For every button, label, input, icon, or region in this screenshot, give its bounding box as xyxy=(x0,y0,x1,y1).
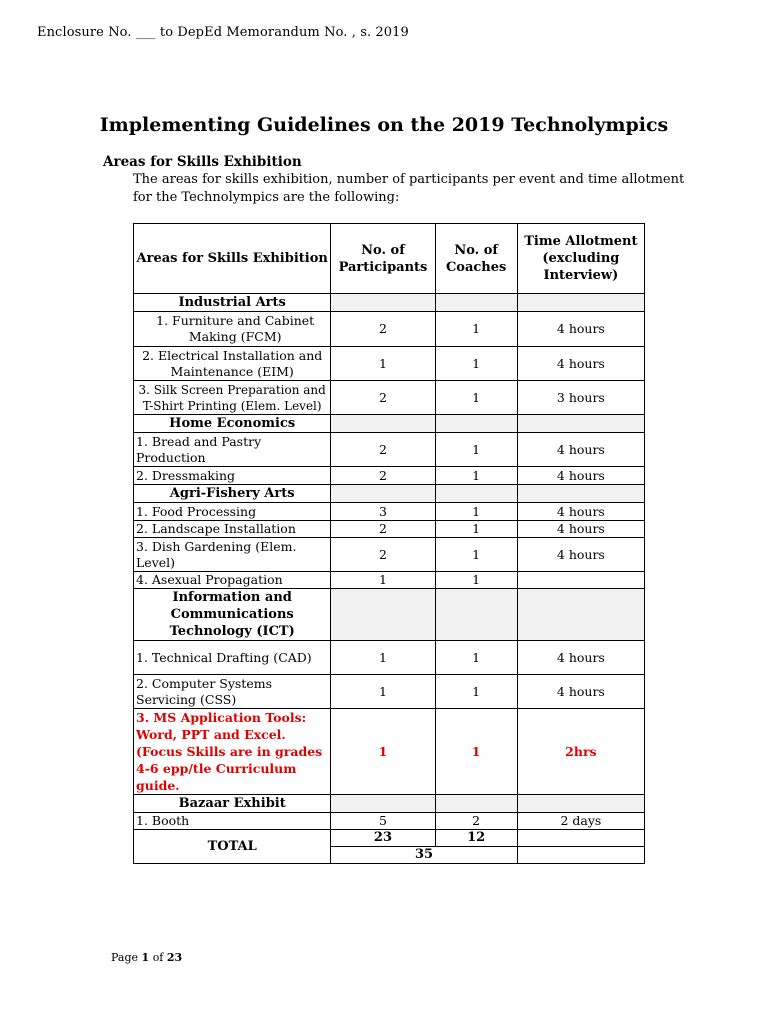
coaches-cell: 1 xyxy=(435,641,517,675)
page-prefix: Page xyxy=(111,951,139,964)
time-cell: 4 hours xyxy=(517,467,644,485)
page-number: 1 xyxy=(141,951,150,964)
coaches-cell: 1 xyxy=(435,312,517,347)
time-cell: 4 hours xyxy=(517,675,644,709)
header-time-allotment: Time Allotment (excluding Interview) xyxy=(517,224,644,294)
category-industrial-arts: Industrial Arts xyxy=(134,294,331,312)
coaches-cell: 1 xyxy=(435,381,517,415)
category-row xyxy=(134,589,645,641)
participants-cell: 2 xyxy=(331,538,435,572)
skills-exhibition-table xyxy=(133,223,645,864)
area-cell: 1. Food Processing xyxy=(134,503,331,521)
participants-cell: 2 xyxy=(331,521,435,538)
participants-cell: 5 xyxy=(331,813,435,830)
category-row xyxy=(134,795,645,813)
time-cell: 4 hours xyxy=(517,521,644,538)
coaches-cell: 1 xyxy=(435,675,517,709)
area-cell: 2. Landscape Installation xyxy=(134,521,331,538)
category-row xyxy=(134,485,645,503)
area-cell: 3. Dish Gardening (Elem. Level) xyxy=(134,538,331,572)
header-areas: Areas for Skills Exhibition xyxy=(134,224,331,294)
table-row-highlighted xyxy=(134,709,645,795)
participants-cell: 2 xyxy=(331,381,435,415)
time-cell xyxy=(517,572,644,589)
total-label: TOTAL xyxy=(134,830,331,864)
coaches-cell: 1 xyxy=(435,433,517,467)
intro-paragraph: The areas for skills exhibition, number of participants per event and time allotment for the Technolympics are the following: xyxy=(133,172,685,205)
time-cell: 4 hours xyxy=(517,347,644,381)
category-ict: Information and Communications Technology (ICT) xyxy=(134,589,331,641)
coaches-cell: 1 xyxy=(435,521,517,538)
participants-cell: 2 xyxy=(331,467,435,485)
table-row xyxy=(134,503,645,521)
grand-total: 35 xyxy=(331,847,517,864)
header-participants: No. of Participants xyxy=(331,224,435,294)
table-row xyxy=(134,381,645,415)
participants-cell: 3 xyxy=(331,503,435,521)
category-bazaar-exhibit: Bazaar Exhibit xyxy=(134,795,331,813)
time-cell: 4 hours xyxy=(517,641,644,675)
table-header-row xyxy=(134,224,645,294)
table-row xyxy=(134,312,645,347)
time-cell: 4 hours xyxy=(517,503,644,521)
area-cell: 2. Dressmaking xyxy=(134,467,331,485)
total-row xyxy=(134,830,645,847)
participants-cell: 1 xyxy=(331,347,435,381)
coaches-cell: 1 xyxy=(435,572,517,589)
page-footer xyxy=(111,951,182,964)
time-cell: 3 hours xyxy=(517,381,644,415)
area-cell: 1. Bread and Pastry Production xyxy=(134,433,331,467)
total-coaches: 12 xyxy=(435,830,517,847)
participants-cell: 1 xyxy=(331,709,435,795)
category-row xyxy=(134,415,645,433)
table-row xyxy=(134,347,645,381)
coaches-cell: 1 xyxy=(435,538,517,572)
area-cell: 1. Technical Drafting (CAD) xyxy=(134,641,331,675)
area-cell: 1. Furniture and Cabinet Making (FCM) xyxy=(134,312,331,347)
participants-cell: 1 xyxy=(331,641,435,675)
table-row xyxy=(134,433,645,467)
time-cell: 4 hours xyxy=(517,538,644,572)
time-cell: 2hrs xyxy=(517,709,644,795)
time-cell: 2 days xyxy=(517,813,644,830)
table-row xyxy=(134,641,645,675)
page-of: of xyxy=(152,951,164,964)
coaches-cell: 2 xyxy=(435,813,517,830)
table-row xyxy=(134,572,645,589)
coaches-cell: 1 xyxy=(435,347,517,381)
table-row xyxy=(134,813,645,830)
table-row xyxy=(134,521,645,538)
participants-cell: 1 xyxy=(331,572,435,589)
enclosure-header: Enclosure No. ___ to DepEd Memorandum No. , s. 2019 xyxy=(37,25,409,40)
participants-cell: 2 xyxy=(331,312,435,347)
area-cell: 1. Booth xyxy=(134,813,331,830)
area-cell: 4. Asexual Propagation xyxy=(134,572,331,589)
coaches-cell: 1 xyxy=(435,467,517,485)
coaches-cell: 1 xyxy=(435,503,517,521)
category-agri-fishery: Agri-Fishery Arts xyxy=(134,485,331,503)
category-row xyxy=(134,294,645,312)
participants-cell: 2 xyxy=(331,433,435,467)
category-home-economics: Home Economics xyxy=(134,415,331,433)
time-cell: 4 hours xyxy=(517,312,644,347)
skills-table-container xyxy=(133,223,645,864)
section-heading: Areas for Skills Exhibition xyxy=(103,154,302,170)
document-title: Implementing Guidelines on the 2019 Technolympics xyxy=(99,114,669,136)
page-total: 23 xyxy=(166,951,183,964)
table-row xyxy=(134,467,645,485)
coaches-cell: 1 xyxy=(435,709,517,795)
table-row xyxy=(134,675,645,709)
area-cell: 2. Electrical Installation and Maintenance (EIM) xyxy=(134,347,331,381)
area-cell: 3. MS Application Tools: Word, PPT and Excel. (Focus Skills are in grades 4-6 epp/tle Curriculum guide. xyxy=(134,709,331,795)
total-participants: 23 xyxy=(331,830,435,847)
participants-cell: 1 xyxy=(331,675,435,709)
time-cell: 4 hours xyxy=(517,433,644,467)
header-coaches: No. of Coaches xyxy=(435,224,517,294)
area-cell: 3. Silk Screen Preparation and T-Shirt Printing (Elem. Level) xyxy=(134,381,331,415)
table-row xyxy=(134,538,645,572)
area-cell: 2. Computer Systems Servicing (CSS) xyxy=(134,675,331,709)
